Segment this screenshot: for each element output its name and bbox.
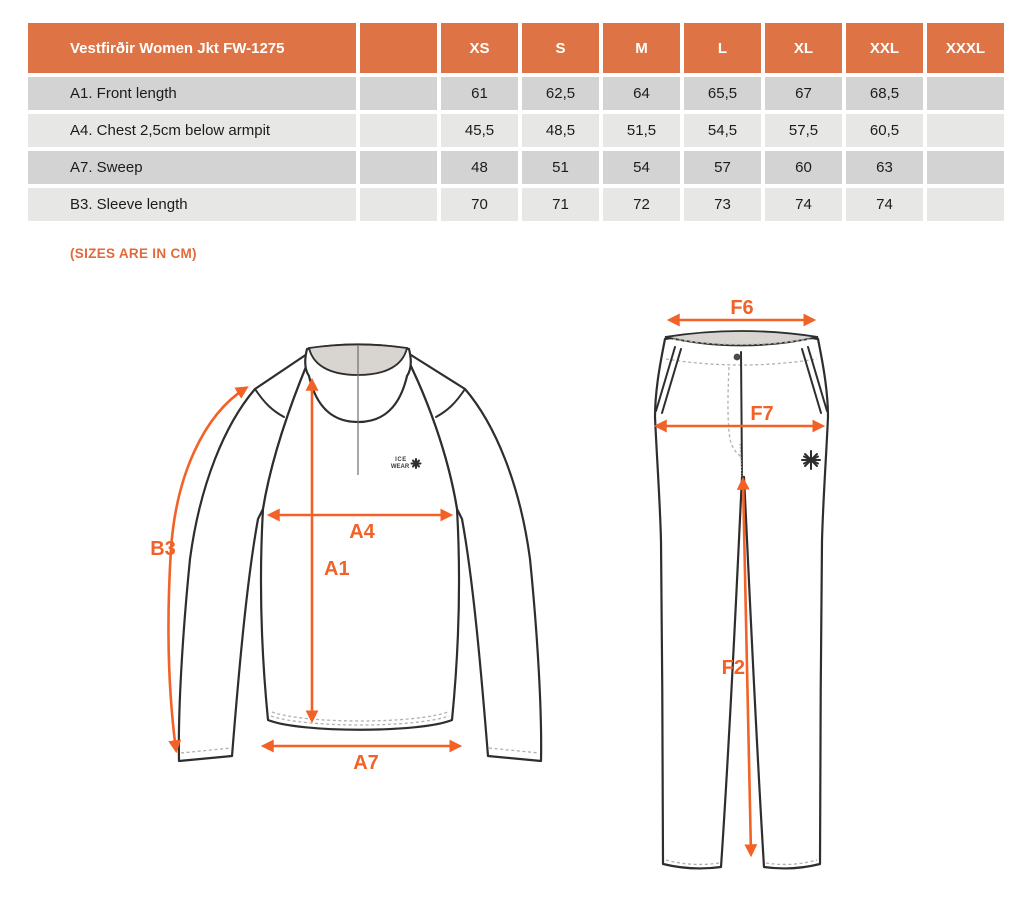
size-col-header: L <box>684 23 761 73</box>
row-blank-cell <box>360 151 437 184</box>
size-value-cell: 60,5 <box>846 114 923 147</box>
product-title: Vestfirðir Women Jkt FW-1275 <box>28 23 356 73</box>
measurement-label: A1. Front length <box>28 77 356 110</box>
size-col-header: XXXL <box>927 23 1004 73</box>
f6-label: F6 <box>730 297 754 319</box>
size-value-cell: 73 <box>684 188 761 221</box>
size-value-cell: 48 <box>441 151 518 184</box>
header-blank-cell <box>360 23 437 73</box>
size-value-cell: 67 <box>765 77 842 110</box>
table-header-row <box>28 23 1004 73</box>
size-value-cell: 61 <box>441 77 518 110</box>
size-value-cell: 64 <box>603 77 680 110</box>
size-guide-page <box>0 19 1034 909</box>
a7-label: A7 <box>353 752 379 774</box>
size-chart-table <box>24 19 1008 225</box>
size-value-cell: 74 <box>765 188 842 221</box>
waist-button <box>734 354 741 361</box>
measurement-diagram <box>0 297 1034 909</box>
size-value-cell <box>927 151 1004 184</box>
table-row <box>28 114 1004 147</box>
size-col-header: M <box>603 23 680 73</box>
table-row <box>28 77 1004 110</box>
a4-label: A4 <box>349 521 375 543</box>
size-value-cell <box>927 114 1004 147</box>
size-value-cell: 71 <box>522 188 599 221</box>
size-value-cell: 54 <box>603 151 680 184</box>
measurement-label: A4. Chest 2,5cm below armpit <box>28 114 356 147</box>
icewear-logo <box>391 457 421 470</box>
table-row <box>28 188 1004 221</box>
b3-label: B3 <box>150 538 176 560</box>
size-value-cell: 60 <box>765 151 842 184</box>
fly-center-line <box>741 352 742 475</box>
size-value-cell: 63 <box>846 151 923 184</box>
size-value-cell: 51 <box>522 151 599 184</box>
size-value-cell <box>927 188 1004 221</box>
size-value-cell: 54,5 <box>684 114 761 147</box>
size-col-header: S <box>522 23 599 73</box>
logo-text-wear: WEAR <box>390 464 410 470</box>
size-value-cell: 51,5 <box>603 114 680 147</box>
size-col-header: XXL <box>846 23 923 73</box>
f7-label: F7 <box>750 403 774 425</box>
pants-drawing <box>655 297 828 868</box>
row-blank-cell <box>360 188 437 221</box>
size-col-header: XL <box>765 23 842 73</box>
size-value-cell: 72 <box>603 188 680 221</box>
size-value-cell: 65,5 <box>684 77 761 110</box>
size-value-cell: 45,5 <box>441 114 518 147</box>
size-value-cell: 74 <box>846 188 923 221</box>
f2-label: F2 <box>721 657 745 679</box>
size-col-header: XS <box>441 23 518 73</box>
row-blank-cell <box>360 114 437 147</box>
size-value-cell <box>927 77 1004 110</box>
size-value-cell: 62,5 <box>522 77 599 110</box>
a1-label: A1 <box>324 558 350 580</box>
size-value-cell: 70 <box>441 188 518 221</box>
logo-snowflake-icon <box>412 459 421 468</box>
table-row <box>28 151 1004 184</box>
row-blank-cell <box>360 77 437 110</box>
size-value-cell: 57 <box>684 151 761 184</box>
size-value-cell: 68,5 <box>846 77 923 110</box>
measurement-label: B3. Sleeve length <box>28 188 356 221</box>
size-value-cell: 48,5 <box>522 114 599 147</box>
measurement-label: A7. Sweep <box>28 151 356 184</box>
logo-text-ice: ICE <box>395 457 407 463</box>
size-value-cell: 57,5 <box>765 114 842 147</box>
pants-snowflake-icon <box>802 451 820 469</box>
jacket-drawing <box>150 345 541 775</box>
sizes-unit-note: (SIZES ARE IN CM) <box>70 246 197 261</box>
